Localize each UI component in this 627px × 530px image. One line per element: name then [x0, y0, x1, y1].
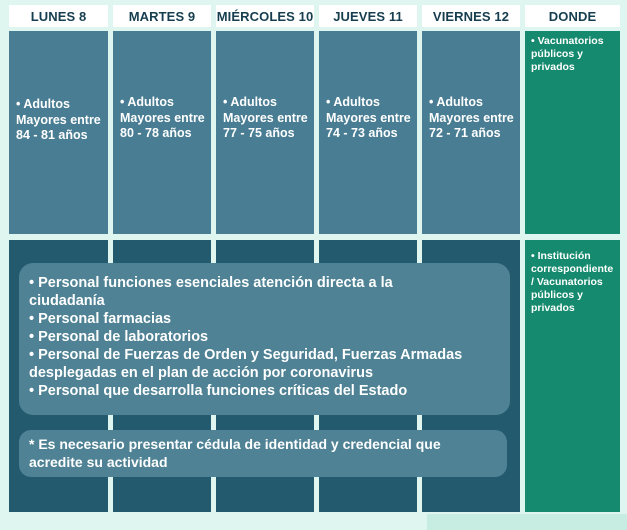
age-group-text: • Adultos Mayores entre 84 - 81 años — [16, 97, 101, 142]
personnel-panel — [19, 263, 510, 415]
header-miercoles: MIÉRCOLES 10 — [216, 5, 314, 27]
header-donde: DONDE — [525, 5, 620, 27]
day-cell-martes — [113, 31, 211, 234]
header-viernes: VIERNES 12 — [422, 5, 520, 27]
personnel-line: • Personal farmacias — [29, 311, 172, 327]
day-cell-lunes — [9, 31, 108, 234]
day-cell-jueves — [319, 31, 417, 234]
decorative-corner — [427, 514, 627, 530]
personnel-line: • Personal que desarrolla funciones críticas del Estado — [29, 383, 408, 399]
header-martes: MARTES 9 — [113, 5, 211, 27]
personnel-line: desplegadas en el plan de acción por coronavirus — [29, 365, 374, 381]
where-cell-top: • Vacunatorios públicos y privados — [525, 31, 620, 234]
header-jueves: JUEVES 11 — [319, 5, 417, 27]
age-group-text: • Adultos Mayores entre 72 - 71 años — [429, 95, 514, 140]
personnel-line: • Personal de Fuerzas de Orden y Seguridad, Fuerzas Armadas — [29, 347, 463, 363]
header-lunes: LUNES 8 — [9, 5, 108, 27]
personnel-line: ciudadanía — [29, 293, 105, 309]
personnel-line: • Personal de laboratorios — [29, 329, 209, 345]
age-group-text: • Adultos Mayores entre 74 - 73 años — [326, 95, 411, 140]
day-cell-miercoles — [216, 31, 314, 234]
where-cell-bottom: • Institución correspondiente / Vacunatorios públicos y privados — [525, 240, 620, 512]
requirement-note: * Es necesario presentar cédula de identidad y credencial que acredite su actividad — [19, 430, 507, 477]
age-group-text: • Adultos Mayores entre 80 - 78 años — [120, 95, 205, 140]
day-cell-viernes — [422, 31, 520, 234]
personnel-line: • Personal funciones esenciales atención directa a la — [29, 275, 393, 291]
age-group-text: • Adultos Mayores entre 77 - 75 años — [223, 95, 308, 140]
